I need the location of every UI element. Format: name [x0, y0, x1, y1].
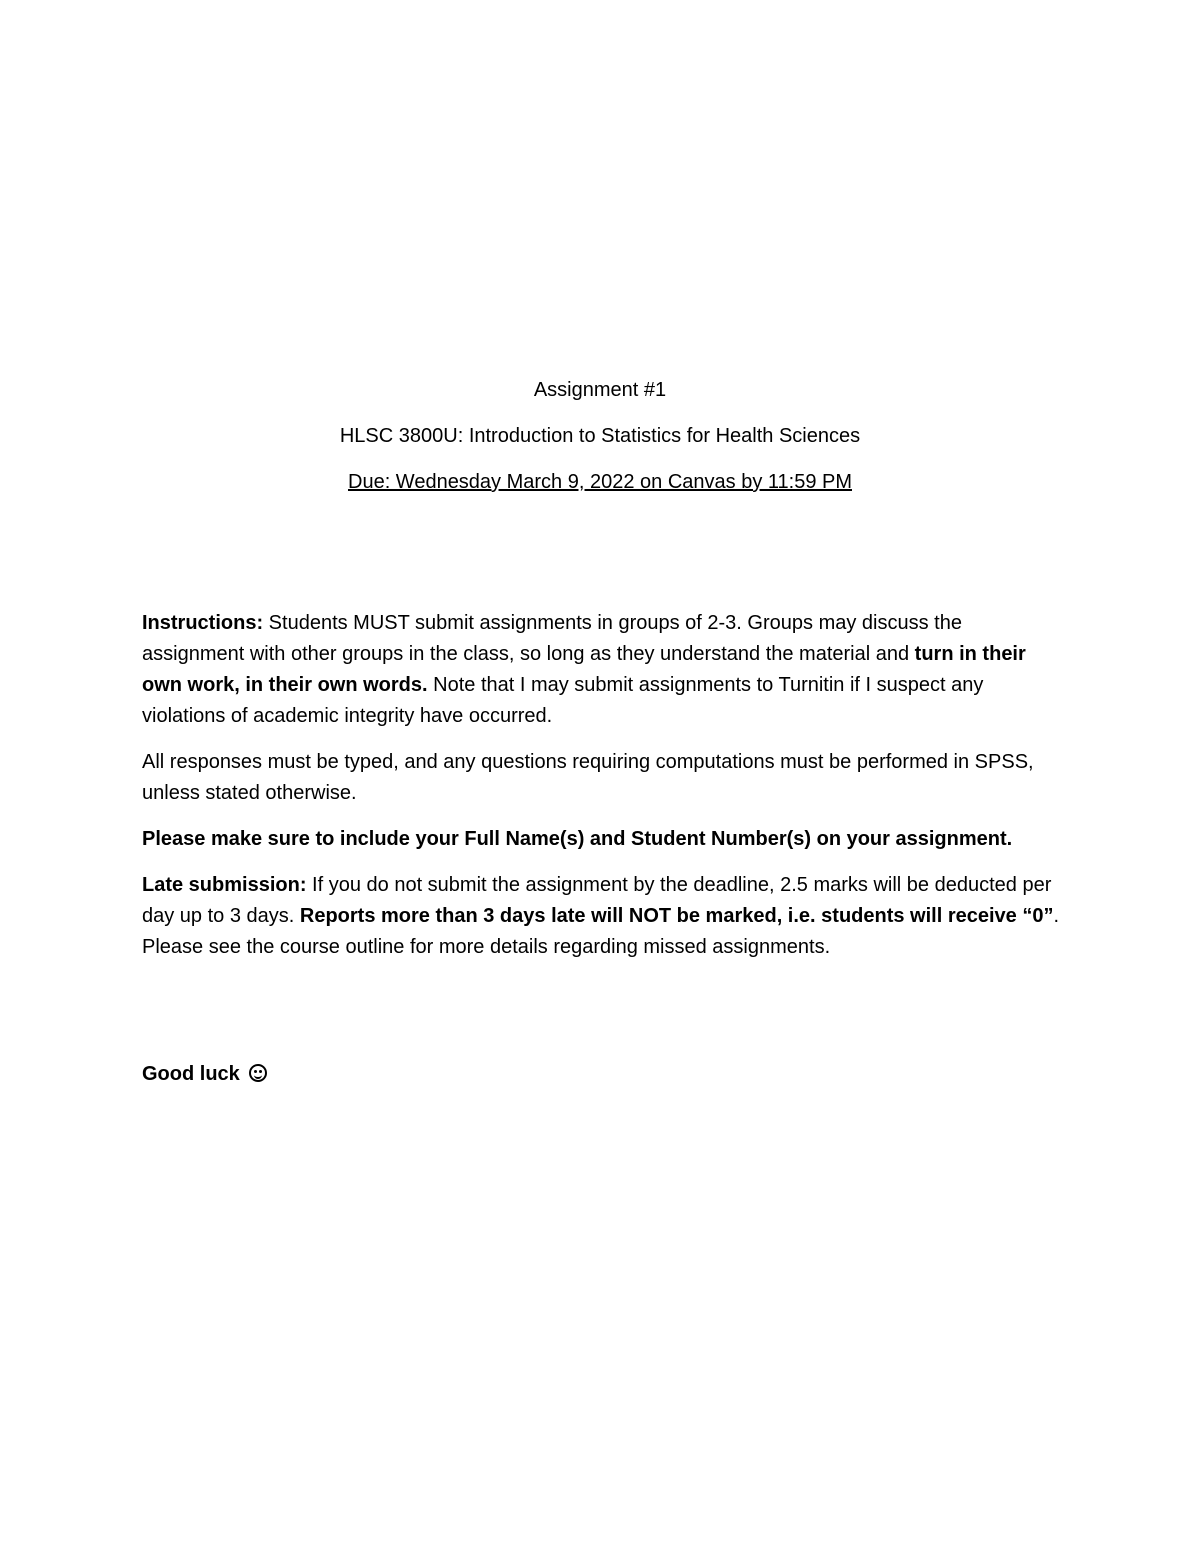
late-submission-label: Late submission:: [142, 874, 307, 896]
late-emphasis: Reports more than 3 days late will NOT be marked, i.e. students will receive “0”: [299, 905, 1054, 927]
due-date: Due: Wednesday March 9, 2022 on Canvas by 11:59 PM: [348, 471, 852, 493]
instructions-paragraph: [142, 608, 1062, 732]
late-text-2: . Please see the course outline for more details regarding missed assignments.: [142, 905, 1060, 958]
instructions-emphasis: turn in their own work, in their own words.: [142, 643, 1026, 696]
closing-text: Good luck: [142, 1063, 240, 1085]
typed-responses-paragraph: All responses must be typed, and any questions requiring computations must be performed in SPSS, unless stated otherwise.: [142, 751, 1034, 804]
instructions-text-2: Note that I may submit assignments to Turnitin if I suspect any violations of academic integrity have occurred.: [142, 674, 984, 727]
instructions-text-1: Students MUST submit assignments in groups of 2-3. Groups may discuss the assignment with other groups in the class, so long as they understand the material and: [142, 612, 962, 665]
late-text-1: If you do not submit the assignment by the deadline, 2.5 marks will be deducted per day up to 3 days.: [142, 874, 1052, 927]
course-title: HLSC 3800U: Introduction to Statistics for Health Sciences: [339, 425, 861, 447]
late-submission-paragraph: [142, 870, 1062, 963]
closing-line: [142, 1059, 267, 1090]
document-body: [142, 608, 1062, 978]
name-number-paragraph: Please make sure to include your Full Name(s) and Student Number(s) on your assignment.: [142, 828, 1013, 850]
instructions-label: Instructions:: [142, 612, 264, 634]
smiley-icon: [249, 1064, 267, 1082]
document-header: [0, 376, 1200, 514]
assignment-title: Assignment #1: [533, 379, 667, 401]
